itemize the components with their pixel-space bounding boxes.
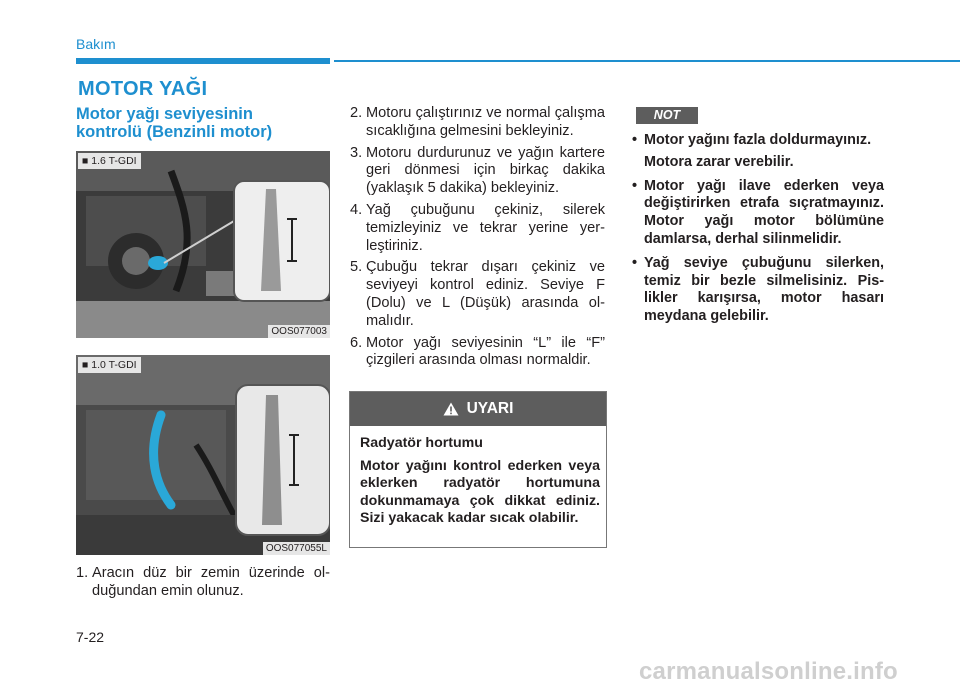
- warning-triangle-icon: [443, 402, 459, 416]
- step-text: Motor yağı seviyesinin “L” ile “F” çizgileri arasında olması normaldir.: [366, 334, 605, 369]
- step-item: [350, 335, 605, 371]
- note-text: Yağ seviye çubuğunu silerken, temiz bir bezle silmelisiniz. Pislikler karışırsa, motor hasarı meydana gelebilir.: [644, 254, 884, 325]
- warning-label: UYARI: [466, 400, 514, 417]
- notes-list: [628, 132, 884, 332]
- figure-tag: ■ 1.6 T-GDI: [78, 153, 141, 169]
- engine-photo-1: [76, 151, 330, 338]
- page-title: MOTOR YAĞI: [78, 78, 208, 100]
- step-text: Motoru çalıştırınız ve normal çalışma sıcaklığına gelmesini bekleyiniz.: [366, 105, 605, 139]
- note-subtext: Motora zarar verebilir.: [644, 153, 794, 170]
- step-text: Yağ çubuğunu çekiniz, silerek temizleyiniz ve tekrar yerine yerleştiriniz.: [366, 201, 605, 254]
- step-number: 6.: [350, 334, 363, 351]
- step-text: Çubuğu tekrar dışarı çekiniz ve seviyeyi kontrol ediniz. Seviye F (Dolu) ve L (Düşük) arasında olmalıdır.: [366, 259, 605, 329]
- warning-body: [350, 426, 606, 528]
- step-item: [350, 105, 605, 141]
- steps-list-middle: [350, 105, 605, 374]
- note-tag: NOT: [636, 107, 698, 124]
- step-text: Motoru durdurunuz ve yağın kartere geri dönmesi için birkaç dakika (yaklaşık 5 dakika) bekleyiniz.: [366, 144, 605, 197]
- steps-list-left: [76, 565, 330, 605]
- page-number: 7-22: [76, 629, 105, 645]
- engine-photo-2: [76, 355, 330, 555]
- section-title: [76, 105, 336, 141]
- bullet-icon: •: [632, 132, 638, 148]
- step-item: [76, 565, 330, 601]
- section-title-line2: kontrolü (Benzinli motor): [76, 123, 273, 141]
- engine-illustration-1: [76, 151, 330, 338]
- step-item: [350, 202, 605, 255]
- bullet-icon: •: [632, 177, 638, 194]
- bullet-icon: •: [632, 254, 638, 271]
- step-text: Aracın düz bir zemin üzerinde olduğundan emin olunuz.: [92, 565, 330, 599]
- step-item: [350, 259, 605, 330]
- figure-code: OOS077003: [268, 325, 330, 338]
- warning-text: Motor yağını kontrol ederken veya eklerken radyatör hortumuna dokunmamaya çok dikkat ediniz. Sizi yakacak kadar sıcak olabilir.: [360, 457, 600, 527]
- step-item: [350, 145, 605, 198]
- note-item: [628, 255, 884, 326]
- step-number: 1.: [76, 565, 89, 581]
- figure-tag: ■ 1.0 T-GDI: [78, 357, 141, 373]
- note-text: Motor yağını fazla doldurmayınız.: [644, 132, 872, 148]
- step-number: 5.: [350, 259, 363, 276]
- step-number: 3.: [350, 144, 363, 161]
- step-number: 4.: [350, 201, 363, 218]
- header-rule: [334, 60, 960, 62]
- note-item: [628, 178, 884, 249]
- note-text: Motor yağı ilave ederken veya değiştirirken etrafa sıçratmayınız. Motor yağı motor bölümüne damlarsa, derhal silinmelidir.: [644, 177, 884, 247]
- section-header: Bakım: [76, 36, 116, 52]
- warning-heading: Radyatör hortumu: [360, 435, 483, 451]
- figure-code: OOS077055L: [263, 542, 330, 555]
- warning-box: [349, 391, 607, 548]
- step-number: 2.: [350, 105, 363, 121]
- watermark: carmanualsonline.info: [639, 658, 898, 685]
- warning-header: [350, 392, 606, 426]
- engine-illustration-2: [76, 355, 330, 555]
- note-item: [628, 132, 884, 172]
- section-title-line1: Motor yağı seviyesinin: [76, 105, 253, 123]
- header-accent-bar: [76, 58, 330, 64]
